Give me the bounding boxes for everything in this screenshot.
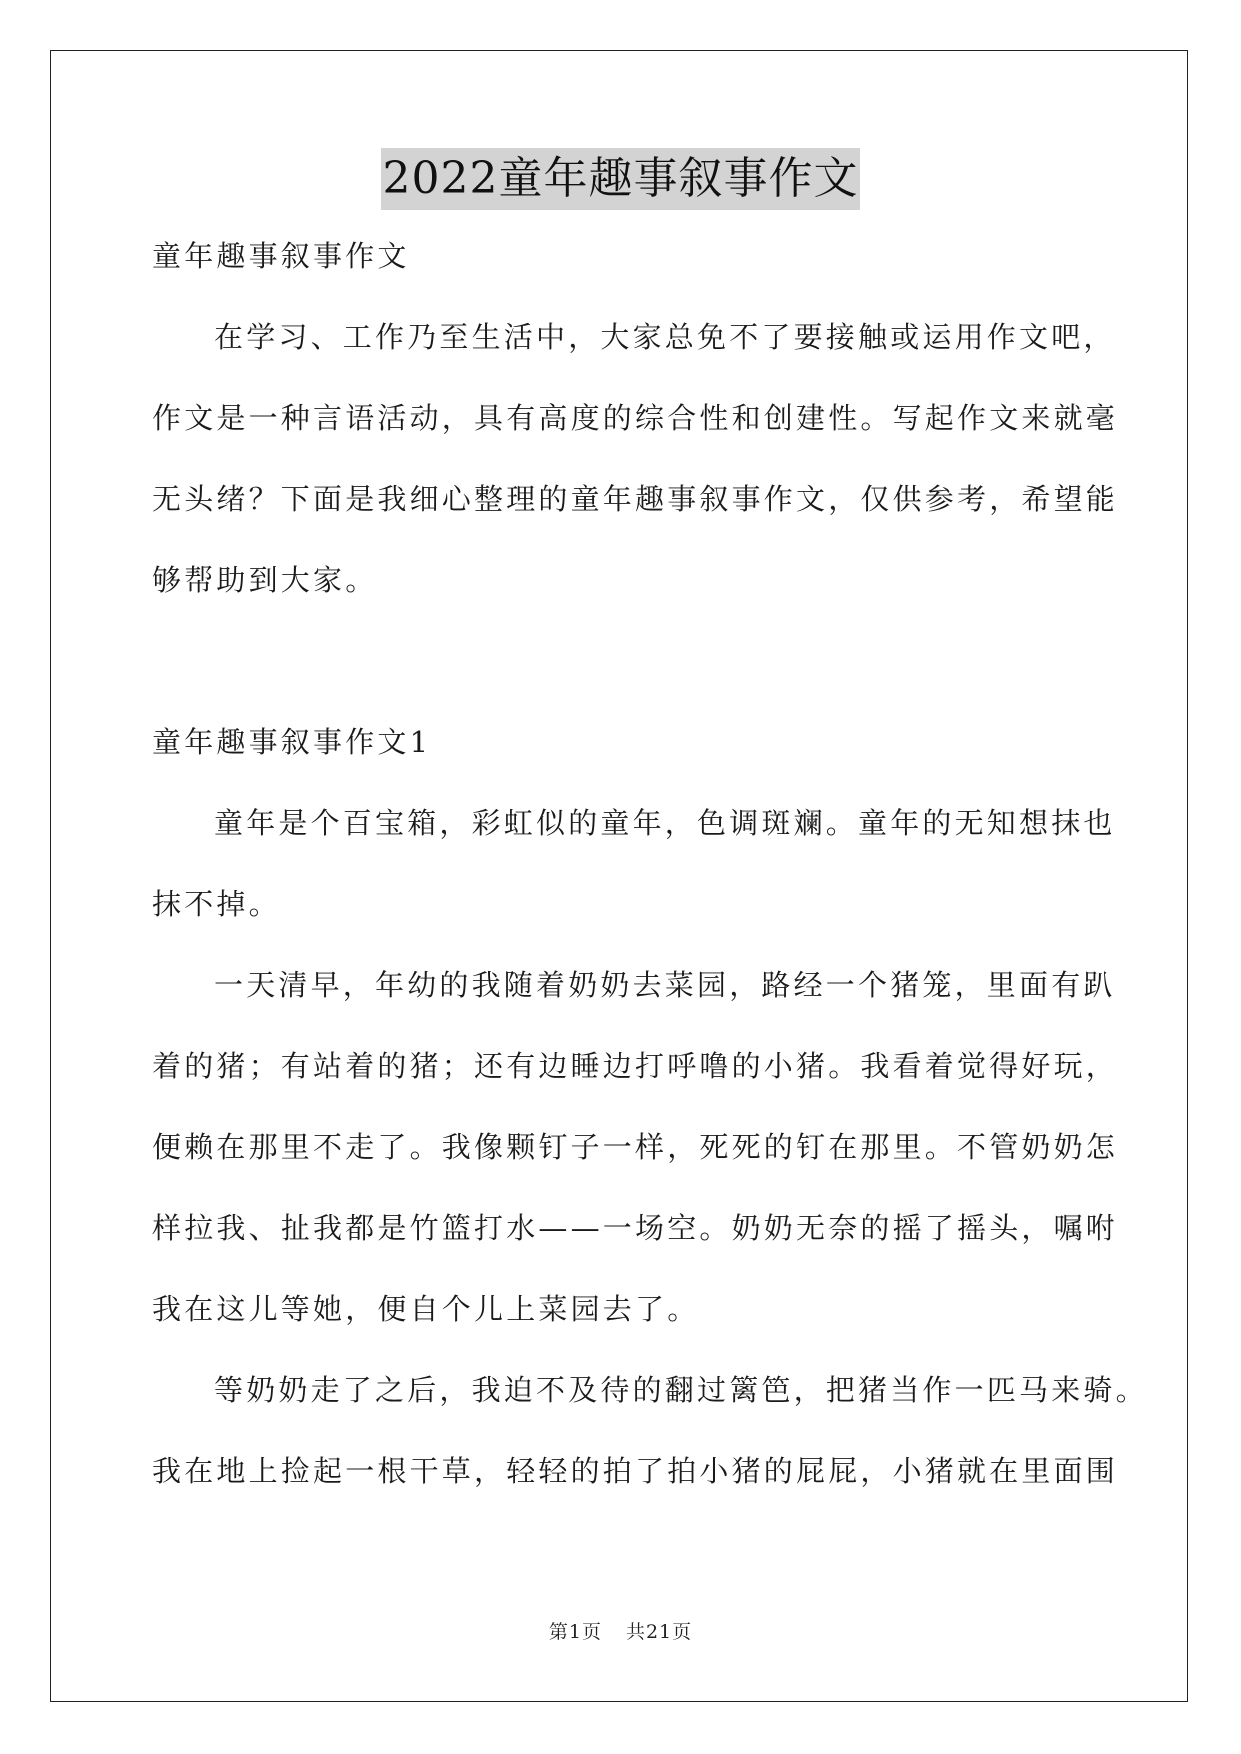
- paragraph-line: 我在这儿等她，便自个儿上菜园去了。: [152, 1292, 700, 1326]
- paragraph-line: 样拉我、扯我都是竹篮打水——一场空。奶奶无奈的摇了摇头，嘱咐: [152, 1211, 1119, 1245]
- paragraph-line: 在学习、工作乃至生活中，大家总免不了要接触或运用作文吧，: [214, 320, 1116, 354]
- paragraph-line: 着的猪；有站着的猪；还有边睡边打呼噜的小猪。我看着觉得好玩，: [152, 1049, 1119, 1083]
- paragraph-line: 童年是个百宝箱，彩虹似的童年，色调斑斓。童年的无知想抹也: [214, 806, 1116, 840]
- page-number: 第1页: [548, 1621, 602, 1643]
- paragraph-line: 一天清早，年幼的我随着奶奶去菜园，路经一个猪笼，里面有趴: [214, 968, 1116, 1002]
- title-wrap: [0, 148, 1241, 210]
- page-footer: [0, 1620, 1241, 1644]
- paragraph-line: 便赖在那里不走了。我像颗钉子一样，死死的钉在那里。不管奶奶怎: [152, 1130, 1119, 1164]
- paragraph-line: 无头绪？下面是我细心整理的童年趣事叙事作文，仅供参考，希望能: [152, 482, 1119, 516]
- section-heading: 童年趣事叙事作文1: [152, 725, 432, 759]
- section-heading: 童年趣事叙事作文: [152, 239, 410, 273]
- paragraph-line: 等奶奶走了之后，我迫不及待的翻过篱笆，把猪当作一匹马来骑。: [214, 1373, 1148, 1407]
- document-title: 2022童年趣事叙事作文: [381, 148, 861, 210]
- paragraph-line: 我在地上捡起一根干草，轻轻的拍了拍小猪的屁屁，小猪就在里面围: [152, 1454, 1119, 1488]
- paragraph-line: 够帮助到大家。: [152, 563, 378, 597]
- paragraph-line: 作文是一种言语活动，具有高度的综合性和创建性。写起作文来就毫: [152, 401, 1119, 435]
- paragraph-line: 抹不掉。: [152, 887, 281, 921]
- total-pages: 共21页: [625, 1621, 693, 1643]
